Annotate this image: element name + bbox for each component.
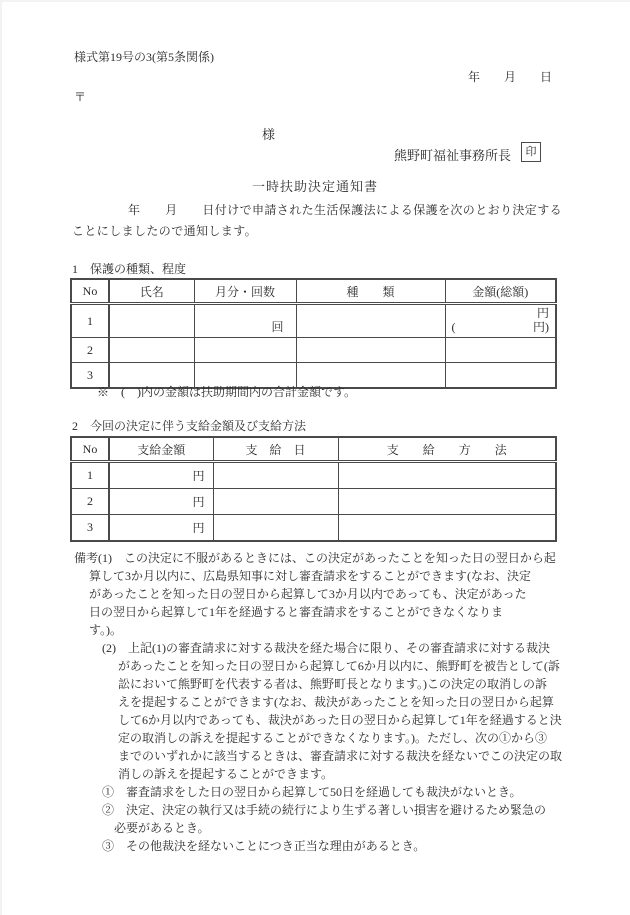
col-header-payment-date: 支 給 日 xyxy=(213,437,338,462)
table-header-row xyxy=(71,437,556,462)
col-header-payment-amount: 支給金額 xyxy=(109,437,213,462)
col-header-month-times: 月分・回数 xyxy=(194,279,296,304)
issue-date-line: 年 月 日 xyxy=(468,70,553,84)
table-row xyxy=(71,338,556,363)
payment-method-cell xyxy=(338,462,556,489)
remark-line: して6か月以内であっても、裁決があった日の翌日から起算して1年を経過すると決 xyxy=(118,713,562,727)
col-header-amount: 金額(総額) xyxy=(445,279,556,304)
paren-unit: 円) xyxy=(533,320,549,334)
row-no: 3 xyxy=(71,515,109,542)
row-no: 2 xyxy=(71,489,109,515)
form-number: 様式第19号の3(第5条関係) xyxy=(74,50,214,64)
payment-method-cell xyxy=(338,489,556,515)
col-header-kind: 種 類 xyxy=(296,279,445,304)
remark-line: 消しの訴えを提起することができます。 xyxy=(118,767,334,781)
remark-line: 必要があるとき。 xyxy=(114,821,210,835)
postal-mark: 〒 xyxy=(74,90,87,104)
paren-open: ( xyxy=(451,320,456,334)
payment-method-cell xyxy=(338,515,556,542)
kind-cell xyxy=(296,338,445,363)
kind-cell xyxy=(296,304,445,338)
remark-line: す。)。 xyxy=(89,623,123,637)
row-no: 1 xyxy=(71,304,109,338)
row-no: 2 xyxy=(71,338,109,363)
remark-line: ② 決定、決定の執行又は手続の続行により生ずる著しい損害を避けるため緊急の xyxy=(102,803,547,817)
table-row xyxy=(71,462,556,489)
row-no: 1 xyxy=(71,462,109,489)
table-header-row xyxy=(71,279,556,304)
section2-heading: 2 今回の決定に伴う支給金額及び支給方法 xyxy=(72,419,307,433)
intro-paragraph-line1: 年 月 日付けで申請された生活保護法による保護を次のとおり決定する xyxy=(128,203,563,217)
payment-date-cell xyxy=(213,515,338,542)
assistance-type-table xyxy=(70,278,557,389)
payment-amount-cell: 円 xyxy=(109,462,213,489)
amount-unit: 円 xyxy=(536,306,549,320)
col-header-payment-method: 支 給 方 法 xyxy=(338,437,556,462)
page-title: 一時扶助決定通知書 xyxy=(251,179,378,194)
col-header-name: 氏名 xyxy=(109,279,194,304)
seal-box: 印 xyxy=(521,142,541,162)
remark-line: 備考(1) この決定に不服があるときには、この決定があったことを知った日の翌日から起 xyxy=(74,551,556,565)
table-row xyxy=(71,515,556,542)
remark-line: 訟において熊野町を代表する者は、熊野町長となります。)この決定の取消しの訴 xyxy=(118,677,548,691)
issuer-title: 熊野町福祉事務所長 xyxy=(394,148,512,163)
amount-cell xyxy=(445,363,556,389)
payment-amount-cell: 円 xyxy=(109,489,213,515)
payment-date-cell xyxy=(213,462,338,489)
remark-line: 定の取消しの訴えを提起することができなくなります。)。ただし、次の①から③ xyxy=(118,731,548,745)
remark-line: (2) 上記(1)の審査請求に対する裁決を経た場合に限り、その審査請求に対する裁決 xyxy=(102,641,550,655)
remark-line: があったことを知った日の翌日から起算して3か月以内であっても、決定があった xyxy=(89,587,527,601)
remarks-block xyxy=(74,549,562,855)
intro-paragraph-line2: ことにしましたので通知します。 xyxy=(72,224,258,238)
amount-cell xyxy=(445,304,556,338)
payment-table xyxy=(70,436,557,542)
times-cell xyxy=(194,338,296,363)
amount-cell xyxy=(445,338,556,363)
table-row xyxy=(71,489,556,515)
remark-line: 日の翌日から起算して1年を経過すると審査請求をすることができなくなりま xyxy=(89,605,504,619)
payment-date-cell xyxy=(213,489,338,515)
table-row xyxy=(71,304,556,338)
col-header-no: No xyxy=(71,279,109,304)
remark-line: ③ その他裁決を経ないことにつき正当な理由があるとき。 xyxy=(102,839,426,853)
remark-line: えを提起することができます(なお、裁決があったことを知った日の翌日から起算 xyxy=(118,695,554,709)
remark-line: までのいずれかに該当するときは、審査請求に対する裁決を経ないでこの決定の取 xyxy=(118,749,563,763)
remark-line: があったことを知った日の翌日から起算して6か月以内に、熊野町を被告として(訴 xyxy=(118,659,560,673)
row-no: 3 xyxy=(71,363,109,389)
amount-paren-line xyxy=(452,320,550,334)
section1-note: ※ ( )内の金額は扶助期間内の合計金額です。 xyxy=(97,385,357,399)
name-cell xyxy=(109,338,194,363)
remark-line: ① 審査請求をした日の翌日から起算して50日を経過しても裁決がないとき。 xyxy=(102,785,522,799)
remark-line: 算して3か月以内に、広島県知事に対し審査請求をすることができます(なお、決定 xyxy=(89,569,531,583)
times-cell: 回 xyxy=(194,304,296,338)
addressee-honorific: 様 xyxy=(262,127,276,142)
section1-heading: 1 保護の種類、程度 xyxy=(72,262,187,276)
name-cell xyxy=(109,304,194,338)
payment-amount-cell: 円 xyxy=(109,515,213,542)
col-header-no: No xyxy=(71,437,109,462)
